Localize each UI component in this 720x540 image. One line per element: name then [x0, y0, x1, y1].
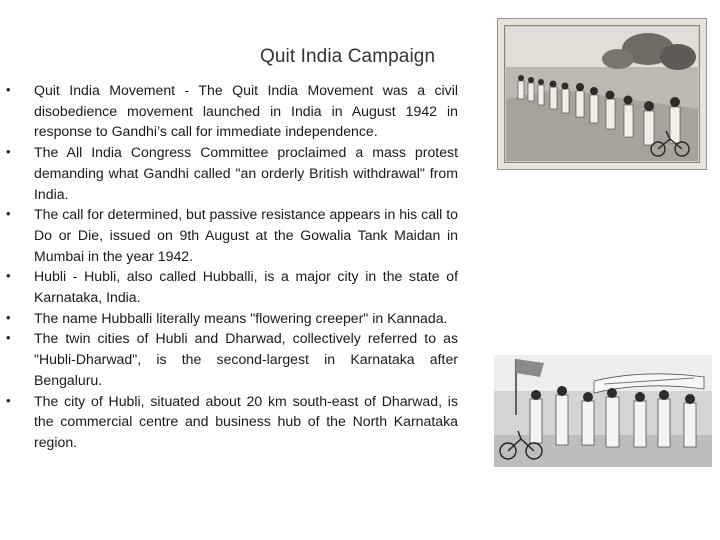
bullet-text: The name Hubballi literally means "flowering creeper" in Kannada. — [34, 309, 448, 326]
protest-procession-photo — [494, 355, 712, 467]
bullet-item — [6, 142, 458, 204]
bullet-marker: • — [6, 82, 11, 97]
bullet-text: The twin cities of Hubli and Dharwad, collectively referred to as "Hubli-Dharwad", is the second-largest in Karnataka after Bengaluru. — [34, 330, 458, 388]
bullet-text: Quit India Movement - The Quit India Movement was a civil disobedience movement launched in India in August 1942 in response to Gandhi’s call for immediate independence. — [34, 82, 458, 140]
bullet-item — [6, 80, 458, 142]
bullet-item — [6, 204, 458, 266]
bullet-marker: • — [6, 309, 11, 325]
bullet-item — [6, 328, 458, 390]
bullet-item — [6, 266, 458, 307]
bullet-text: The city of Hubli, situated about 20 km south-east of Dharwad, is the commercial centre and business hub of the North Karnataka region. — [34, 392, 458, 450]
bullet-text: The All India Congress Committee proclaimed a mass protest demanding what Gandhi called "an orderly British withdrawal" from India. — [34, 144, 458, 202]
bullet-text: Hubli - Hubli, also called Hubballi, is a major city in the state of Karnataka, India. — [34, 268, 458, 306]
bullet-marker: • — [6, 144, 11, 160]
bullet-item — [6, 391, 458, 453]
bullet-marker: • — [6, 206, 11, 222]
bullet-marker: • — [6, 330, 11, 346]
bullet-marker: • — [6, 392, 11, 408]
bullet-item — [6, 308, 458, 329]
bullet-list — [6, 80, 458, 453]
bullet-marker: • — [6, 268, 11, 284]
slide-title: Quit India Campaign — [260, 46, 436, 67]
quit-india-march-photo — [497, 18, 707, 170]
bullet-text: The call for determined, but passive resistance appears in his call to Do or Die, issued on 9th August at the Gowalia Tank Maidan in Mumbai in the year 1942. — [34, 206, 458, 264]
